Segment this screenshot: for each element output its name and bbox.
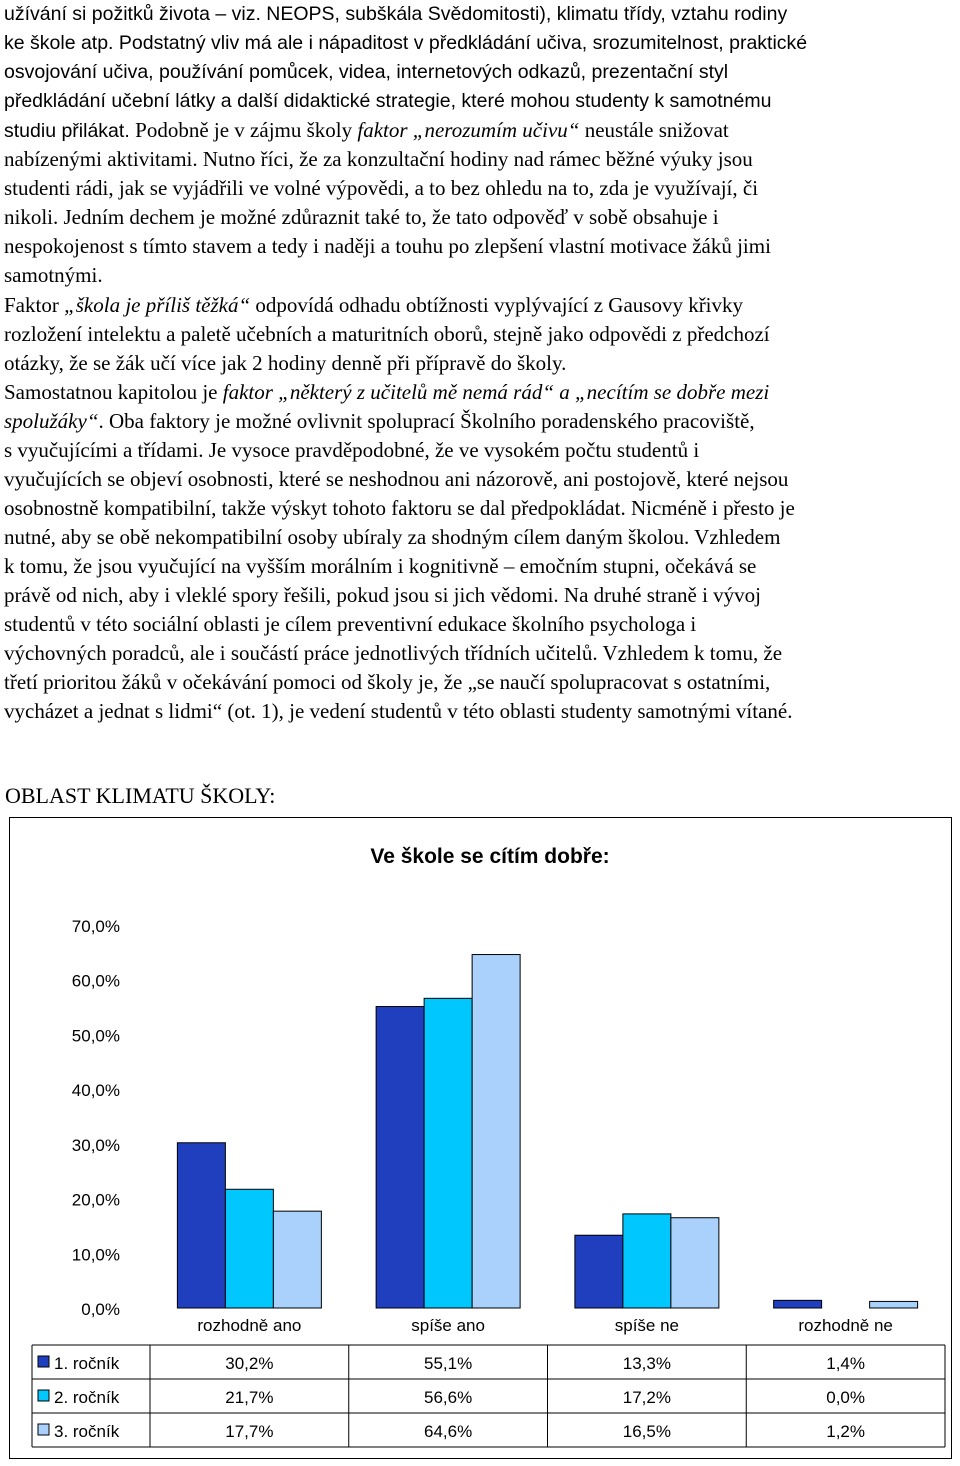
paragraph-line bbox=[4, 203, 719, 232]
legend-swatch bbox=[38, 1356, 49, 1367]
y-tick-label: 60,0% bbox=[71, 971, 120, 991]
italic-text: faktor „nerozumím učivu“ bbox=[357, 118, 580, 143]
bar bbox=[575, 1235, 623, 1308]
paragraph-line bbox=[4, 581, 761, 610]
italic-text: „škola je příliš těžká“ bbox=[64, 292, 251, 317]
bar bbox=[225, 1189, 273, 1308]
paragraph-line bbox=[4, 407, 755, 436]
bar bbox=[424, 998, 472, 1308]
paragraph-line bbox=[4, 494, 795, 523]
text-span: předkládání učební látky a další didaktické strategie, které mohou studenty k samotnému bbox=[4, 90, 772, 113]
paragraph-line bbox=[4, 29, 807, 58]
paragraph-line bbox=[4, 174, 758, 203]
paragraph-line bbox=[4, 668, 770, 697]
bar bbox=[472, 955, 520, 1308]
text-span: ke škole atp. Podstatný vliv má ale i nápaditost v předkládání učiva, srozumitelnost, praktické bbox=[4, 32, 808, 55]
y-tick-label: 0,0% bbox=[81, 1300, 120, 1319]
data-label: 55,1% bbox=[424, 1354, 473, 1373]
paragraph-line bbox=[4, 320, 770, 349]
paragraph-line bbox=[4, 378, 769, 407]
data-label: 17,2% bbox=[622, 1388, 671, 1407]
text-span: Faktor bbox=[4, 292, 65, 317]
italic-text: faktor „některý z učitelů mě nemá rád“ a „necítím se dobře mezi bbox=[222, 379, 770, 404]
text-span: Samostatnou kapitolou je bbox=[4, 379, 223, 404]
y-axis bbox=[72, 917, 120, 1319]
category-label: rozhodně ano bbox=[197, 1316, 302, 1335]
data-label: 1,4% bbox=[826, 1354, 865, 1373]
paragraph-line bbox=[4, 436, 699, 465]
data-label: 30,2% bbox=[225, 1354, 274, 1373]
text-span: rozložení intelektu a paletě učebních a maturitních oborů, stejně jako odpovědi z předchozí bbox=[4, 321, 770, 346]
paragraph-line bbox=[4, 87, 771, 116]
category-label: rozhodně ne bbox=[798, 1316, 893, 1335]
bar bbox=[623, 1214, 671, 1308]
paragraph-line bbox=[4, 552, 756, 581]
paragraph-line bbox=[4, 697, 792, 726]
text-span: nespokojenost s tímto stavem a tedy i naději a touhu po zlepšení vlastní motivace žáků jimi bbox=[4, 234, 771, 259]
y-tick-label: 20,0% bbox=[71, 1190, 120, 1210]
paragraph-line bbox=[4, 465, 788, 494]
text-span: odpovídá odhadu obtížnosti vyplývající z Gausovy křivky bbox=[250, 292, 744, 317]
text-span: výchovných poradců, ale i součástí práce jednotlivých třídních učitelů. Vzhledem k tomu, že bbox=[4, 641, 783, 666]
text-span: třetí prioritou žáků v očekávání pomoci od školy je, že „se naučí spolupracovat s ostatními, bbox=[4, 670, 771, 695]
text-span: studiu přilákat. bbox=[4, 120, 136, 143]
data-label: 1,2% bbox=[826, 1422, 865, 1441]
paragraph-line bbox=[4, 639, 782, 668]
section-heading: OBLAST KLIMATU ŠKOLY: bbox=[5, 783, 276, 808]
bars bbox=[177, 955, 917, 1308]
y-tick-label: 10,0% bbox=[71, 1245, 120, 1265]
text-span: Podobně je v zájmu školy bbox=[135, 118, 358, 143]
y-tick-label: 70,0% bbox=[71, 917, 120, 936]
data-label: 0,0% bbox=[826, 1388, 865, 1407]
bar bbox=[774, 1300, 822, 1308]
paragraph-line bbox=[4, 58, 728, 87]
text-span: právě od nich, aby i vleklé spory řešili, pokud jsou si jich vědomi. Na druhé straně i vývoj bbox=[4, 583, 762, 607]
paragraph-line bbox=[4, 0, 787, 29]
data-label: 56,6% bbox=[424, 1388, 473, 1407]
legend-swatch bbox=[38, 1390, 49, 1401]
y-tick-label: 40,0% bbox=[71, 1081, 120, 1101]
paragraph-line bbox=[4, 261, 103, 290]
category-label: spíše ne bbox=[614, 1316, 680, 1335]
paragraph-line bbox=[4, 232, 771, 261]
paragraph-line bbox=[4, 291, 743, 320]
text-span: samotnými. bbox=[4, 263, 103, 288]
bar bbox=[870, 1301, 918, 1308]
bar bbox=[376, 1007, 424, 1308]
text-span: studenti rádi, jak se vyjádřili ve volné výpovědi, a to bez ohledu na to, zda je využívají, či bbox=[4, 176, 759, 201]
text-span: neustále snižovat bbox=[579, 118, 729, 143]
legend-label: 1. ročník bbox=[54, 1354, 120, 1373]
x-axis-labels bbox=[197, 1316, 893, 1335]
text-span: užívání si požitků života – viz. NEOPS, subškála Svědomitosti), klimatu třídy, vztahu rodiny bbox=[4, 3, 788, 25]
text-span: vycházet a jednat s lidmi“ (ot. 1), je vedení studentů v této oblasti studenty samotnými vítané. bbox=[4, 699, 793, 724]
bar bbox=[671, 1218, 719, 1308]
text-span: osobnostně kompatibilní, takže výskyt tohoto faktoru se dal předpokládat. Nicméně i přesto je bbox=[4, 495, 795, 520]
bar bbox=[177, 1143, 225, 1308]
text-span: osvojování učiva, používání pomůcek, videa, internetových odkazů, prezentační styl bbox=[4, 61, 729, 84]
chart-title: Ve škole se cítím dobře: bbox=[370, 845, 610, 868]
chart-frame bbox=[9, 817, 952, 1459]
legend-label: 3. ročník bbox=[54, 1422, 120, 1441]
data-label: 16,5% bbox=[622, 1422, 671, 1441]
data-label: 21,7% bbox=[225, 1388, 274, 1407]
paragraph-line bbox=[4, 523, 780, 552]
bar bbox=[273, 1211, 321, 1308]
text-span: vyučujících se objeví osobnosti, které se neshodnou ani názorově, ani postojově, které nejsou bbox=[4, 466, 789, 491]
legend-label: 2. ročník bbox=[54, 1388, 120, 1407]
data-table bbox=[32, 1345, 945, 1447]
text-span: otázky, že se žák učí více jak 2 hodiny denně při přípravě do školy. bbox=[4, 350, 567, 375]
paragraph-line bbox=[4, 349, 566, 378]
data-label: 17,7% bbox=[225, 1422, 274, 1441]
bar-chart bbox=[10, 818, 951, 1458]
italic-text: spolužáky“ bbox=[4, 408, 99, 433]
category-label: spíše ano bbox=[411, 1316, 485, 1335]
text-span: nabízenými aktivitami. Nutno říci, že za konzultační hodiny nad rámec běžné výuky jsou bbox=[4, 147, 753, 172]
paragraph-line bbox=[4, 145, 753, 174]
text-span: s vyučujícími a třídami. Je vysoce pravděpodobné, že ve vysokém počtu studentů i bbox=[4, 437, 700, 462]
text-span: k tomu, že jsou vyučující na vyšším morálním i kognitivně – emočním stupni, očekává se bbox=[4, 553, 757, 578]
text-span: nikoli. Jedním dechem je možné zdůraznit také to, že tato odpověď v sobě obsahuje i bbox=[4, 205, 719, 230]
text-span: studentů v této sociální oblasti je cílem preventivní edukace školního psychologa i bbox=[4, 612, 697, 637]
paragraph-line bbox=[4, 610, 696, 639]
text-span: . Oba faktory je možné ovlivnit spoluprací Školního poradenského pracoviště, bbox=[98, 408, 755, 433]
data-label: 64,6% bbox=[424, 1422, 473, 1441]
y-tick-label: 50,0% bbox=[71, 1026, 120, 1046]
data-label: 13,3% bbox=[622, 1354, 671, 1373]
legend-swatch bbox=[38, 1424, 49, 1435]
text-span: nutné, aby se obě nekompatibilní osoby ubíraly za shodným cílem daným školou. Vzhledem bbox=[4, 524, 781, 549]
y-tick-label: 30,0% bbox=[71, 1135, 120, 1155]
paragraph-line bbox=[4, 116, 729, 146]
